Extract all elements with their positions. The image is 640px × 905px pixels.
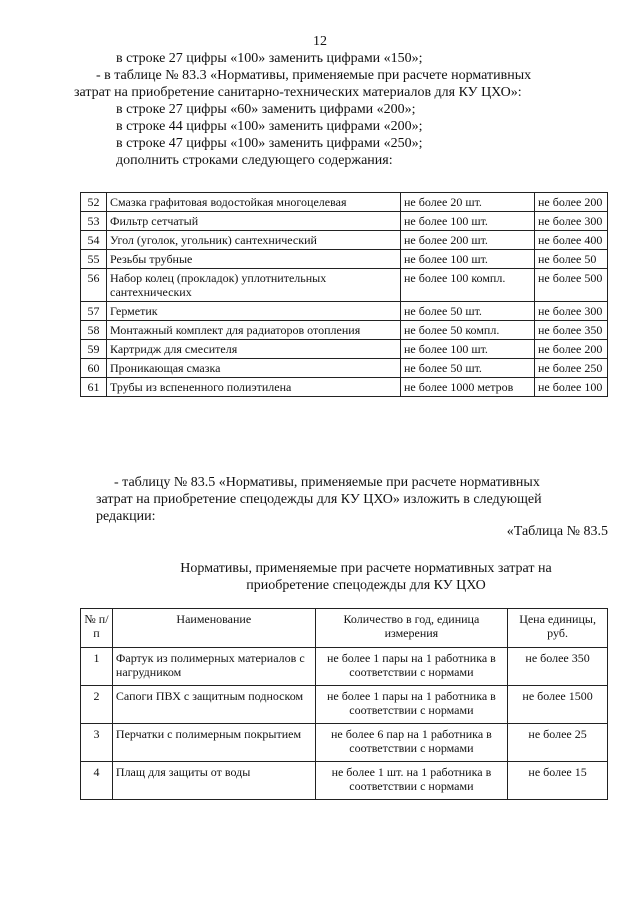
row-quantity: не более 200 шт. [401,231,535,250]
middle-line: редакции: [96,509,156,524]
row-price: не более 300 [535,302,608,321]
row-name: Угол (уголок, угольник) сантехнический [107,231,401,250]
row-name: Трубы из вспененного полиэтилена [107,378,401,397]
row-quantity: не более 100 шт. [401,212,535,231]
table-row [81,193,608,212]
row-quantity: не более 100 шт. [401,250,535,269]
row-number: 1 [81,648,113,686]
row-number: 52 [81,193,107,212]
intro-line: в строке 47 цифры «100» заменить цифрами «250»; [116,136,423,151]
table-row [81,378,608,397]
intro-line: - в таблице № 83.3 «Нормативы, применяемые при расчете нормативных [96,68,532,83]
table-heading [136,560,596,594]
table-row [81,359,608,378]
table-row [81,212,608,231]
row-price: не более 300 [535,212,608,231]
row-number: 58 [81,321,107,340]
intro-text [74,50,584,169]
row-price: не более 350 [508,648,608,686]
intro-line: в строке 27 цифры «60» заменить цифрами «200»; [116,102,416,117]
row-price: не более 200 [535,340,608,359]
row-quantity: не более 6 пар на 1 работника в соответствии с нормами [315,724,507,762]
header-price: Цена единицы, руб. [508,609,608,648]
row-quantity: не более 1 шт. на 1 работника в соответствии с нормами [315,762,507,800]
row-name: Картридж для смесителя [107,340,401,359]
row-name: Герметик [107,302,401,321]
row-number: 57 [81,302,107,321]
row-price: не более 50 [535,250,608,269]
row-number: 60 [81,359,107,378]
row-number: 3 [81,724,113,762]
intro-line: в строке 44 цифры «100» заменить цифрами «200»; [116,119,423,134]
heading-line: приобретение спецодежды для КУ ЦХО [246,578,486,593]
heading-line: Нормативы, применяемые при расчете нормативных затрат на [180,561,552,576]
row-price: не более 15 [508,762,608,800]
table-reference: «Таблица № 83.5 [506,524,608,539]
row-quantity: не более 50 компл. [401,321,535,340]
row-price: не более 500 [535,269,608,302]
row-name: Фартук из полимерных материалов с нагрудником [112,648,315,686]
table-row [81,321,608,340]
row-price: не более 25 [508,724,608,762]
row-name: Набор колец (прокладок) уплотнительных сантехнических [107,269,401,302]
row-price: не более 100 [535,378,608,397]
row-number: 59 [81,340,107,359]
row-name: Резьбы трубные [107,250,401,269]
table-row [81,340,608,359]
row-number: 55 [81,250,107,269]
row-number: 53 [81,212,107,231]
row-quantity: не более 50 шт. [401,359,535,378]
row-number: 56 [81,269,107,302]
table-row [81,302,608,321]
row-name: Перчатки с полимерным покрытием [112,724,315,762]
middle-line: - таблицу № 83.5 «Нормативы, применяемые при расчете нормативных [114,475,540,490]
intro-line: дополнить строками следующего содержания: [116,153,393,168]
row-quantity: не более 50 шт. [401,302,535,321]
row-quantity: не более 1000 метров [401,378,535,397]
row-number: 61 [81,378,107,397]
intro-line: в строке 27 цифры «100» заменить цифрами «150»; [116,51,423,66]
header-name: Наименование [112,609,315,648]
row-price: не более 200 [535,193,608,212]
page-number: 12 [313,34,327,49]
row-price: не более 1500 [508,686,608,724]
intro-line: затрат на приобретение санитарно-технических материалов для КУ ЦХО»: [74,85,522,100]
row-quantity: не более 100 компл. [401,269,535,302]
table-row [81,686,608,724]
header-number: № п/п [81,609,113,648]
row-name: Монтажный комплект для радиаторов отопления [107,321,401,340]
row-price: не более 250 [535,359,608,378]
table-row [81,762,608,800]
row-quantity: не более 1 пары на 1 работника в соответствии с нормами [315,686,507,724]
table-row [81,231,608,250]
row-number: 2 [81,686,113,724]
row-name: Плащ для защиты от воды [112,762,315,800]
clothing-table [80,608,608,800]
materials-table [80,192,608,397]
row-quantity: не более 1 пары на 1 работника в соответствии с нормами [315,648,507,686]
table-row [81,648,608,686]
header-row [81,609,608,648]
row-number: 4 [81,762,113,800]
header-quantity: Количество в год, единица измерения [315,609,507,648]
middle-text [96,474,608,525]
row-price: не более 400 [535,231,608,250]
row-name: Смазка графитовая водостойкая многоцелевая [107,193,401,212]
row-name: Сапоги ПВХ с защитным подноском [112,686,315,724]
middle-line: затрат на приобретение спецодежды для КУ ЦХО» изложить в следующей [96,492,542,507]
row-price: не более 350 [535,321,608,340]
table-row [81,250,608,269]
table-row [81,724,608,762]
table-row [81,269,608,302]
row-quantity: не более 20 шт. [401,193,535,212]
row-quantity: не более 100 шт. [401,340,535,359]
row-name: Проникающая смазка [107,359,401,378]
row-number: 54 [81,231,107,250]
row-name: Фильтр сетчатый [107,212,401,231]
